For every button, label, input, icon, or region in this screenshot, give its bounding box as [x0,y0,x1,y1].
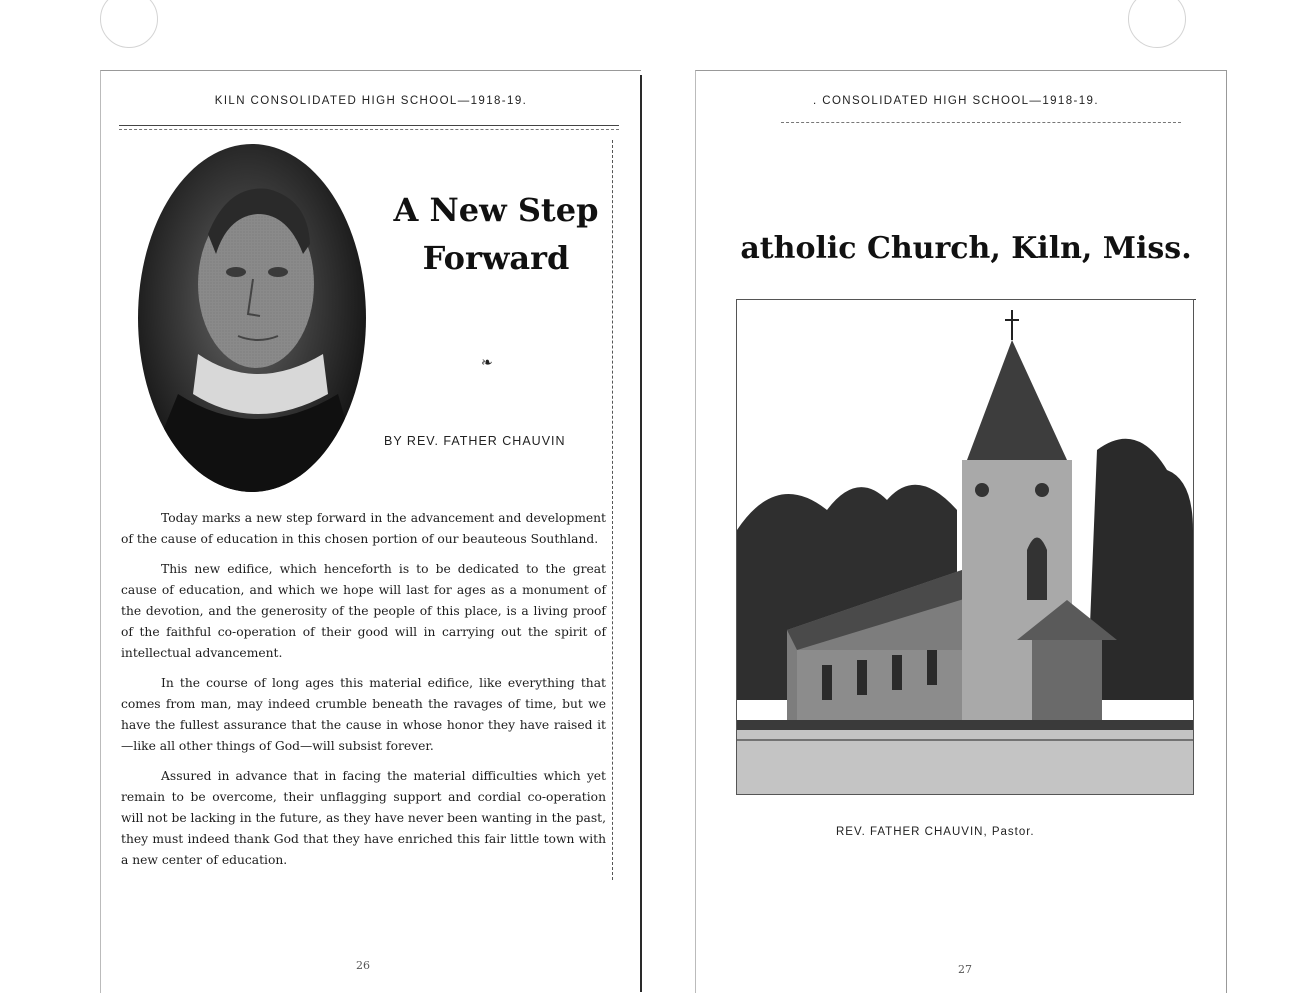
punch-hole-right [1128,0,1186,48]
fleuron-ornament: ❧ [481,355,493,371]
left-page [100,70,641,993]
article-title-line2: Forward [422,239,570,277]
book-spine [640,75,642,992]
church-title: atholic Church, Kiln, Miss. [740,231,1192,266]
church-photo [736,299,1194,795]
photo-caption: REV. FATHER CHAUVIN, Pastor. [836,826,1035,838]
right-page [695,70,1227,993]
church-illustration [737,300,1193,794]
header-rule-dashed [119,129,619,130]
article-body [121,508,606,880]
right-page-header: . CONSOLIDATED HIGH SCHOOL—1918-19. [813,95,1099,107]
gutter-dashed-line [612,140,614,880]
paragraph-2: This new edifice, which henceforth is to be dedicated to the great cause of education, and which we hope will last for ages as a monument of the devotion, and the generosity of the people of this place, is a living proof of the faithful co-operation of their good will in carrying out the spirit of intellectual advancement. [121,562,606,660]
paragraph-4: Assured in advance that in facing the material difficulties which yet remain to be overcome, their unflagging support and cordial co-operation will not be lacking in the future, as they have never been wanting in the past, they must indeed thank God that they have enriched this fair little town with a new center of education. [121,769,606,867]
left-page-header: KILN CONSOLIDATED HIGH SCHOOL—1918-19. [214,95,528,107]
page-number-left: 26 [356,959,370,972]
header-rule-dashed-right [781,122,1181,123]
paragraph-3: In the course of long ages this material edifice, like everything that comes from man, may indeed crumble beneath the ravages of time, but we have the fullest assurance that the cause in whose honor they have raised it—like all other things of God—will subsist forever. [121,676,606,753]
article-title-line1: A New Step [393,191,599,229]
article-byline: BY REV. FATHER CHAUVIN [384,434,566,448]
portrait-figure [138,144,366,492]
header-rule [119,125,619,126]
punch-hole-left [100,0,158,48]
paragraph-1: Today marks a new step forward in the advancement and development of the cause of education in this chosen portion of our beauteous Southland. [121,511,606,546]
page-number-right: 27 [958,963,972,976]
portrait-photo [138,144,366,492]
